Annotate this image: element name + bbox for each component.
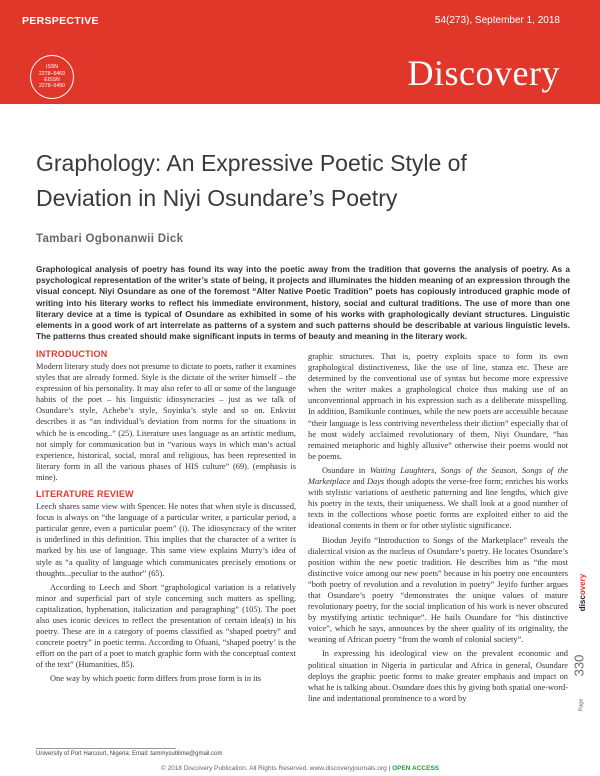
footnote-divider (36, 748, 176, 749)
side-journal-logo: discovery (578, 573, 588, 611)
left-column (36, 349, 296, 685)
article-title (36, 146, 536, 216)
eissn-number: 2278–5450 (39, 83, 65, 90)
issn-badge (30, 55, 74, 99)
title-line-1: Graphology: An Expressive Poetic Style of (36, 150, 467, 176)
author-name: Tambari Ogbonanwii Dick (36, 233, 184, 245)
eissn-label: EISSN (44, 77, 60, 83)
author-affiliation: University of Port Harcourt, Nigeria; Email: tammysublime@gmail.com (36, 751, 223, 757)
issn-label: ISSN (45, 64, 59, 71)
page-label: Page (577, 698, 584, 712)
body-paragraph-3: Biodun Jeyifo “Introduction to Songs of the Marketplace” reveals the dialectical vision as the nucleus of Osundare’s poetry. He locates Osundare’s position within the new poetic tradition. He describes him as “the most distinctive voice among our new poets” because in his poetry one encounters “both poetry of revolution and a revolution in poetry” Jeyifo further argues that Osundare’s poetry “demonstrates the unique values of mature revolutionary poetry, for the social implication of his work is never obscured by mystifying artistic technique”. He hails Osundare for “his distinctive voice”, which he says, announces by the sheer quality of its originality, the weaning of African poetry “from the womb of colonial society”. (308, 535, 568, 645)
body-paragraph-2: Osundare in Waiting Laughters, Songs of the Season, Songs of the Marketplace and Days though adopts the verse-free form; enriches his works with stylistic variations of aesthetic patterning and line lengths, which give his poetry in the texts, their uniqueness. We shall look at a good number of texts in the collections whose poetic forms are exploited either to aid the ideational contents in them or for other stylistic significance. (308, 465, 569, 531)
page-number: 330 (571, 654, 587, 676)
title-line-2: Deviation in Niyi Osundare’s Poetry (36, 185, 398, 211)
body-paragraph-4: In expressing his ideological view on the prevalent economic and political situation in Nigeria in particular and Africa in general, Osundare deploys the graphic poetic forms to make greater emphasis and impact on what he is talking about. Osundare does this by giving both spatial one-word-line and indentational prominence to a word by (308, 649, 568, 703)
literature-review-paragraph-2: According to Leech and Short “graphological variation is a relatively minor and superficial part of style concerning such matters as spelling, capitalization, hyphenation, italicization and paragraphing” (105). The poet also uses iconic devices to reflect the presentation of certain idea(s) in his poetry. These are in a category of poems classified as “shaped poetry” and concrete poetry” in poetic terms. According to Ofuani, “shaped poetry’ is the effort on the part of a poet to match graphic form with the conceptual context of the text” (Humanities, 85). (36, 582, 296, 670)
introduction-heading: INTRODUCTION (36, 349, 108, 359)
copyright-text: © 2018 Discovery Publication. All Rights Reserved. www.discoveryjournals.org (160, 765, 387, 772)
section-label: PERSPECTIVE (22, 15, 99, 27)
body-paragraph-1: graphic structures. That is, poetry exploits space to form its own graphological distinctiveness, like the use of line, stanza etc. These are determined by the conventional use of syntax but become more expressive when the writer makes a graphological choice thus making use of an unconventional approach in his expression such as a deliberate misspelling. In addition, Bamikunle continues, while the new poets are accessible because “their language is less contriving nevertheless their diction” especially that of he most widely acclaimed revolutionary of them, Niyi Osundare, “has remained metaphoric and highly allusive” otherwise their poems would not be poems. (308, 352, 568, 461)
introduction-paragraph: Modern literary study does not presume to dictate to poets, rather it examines styles that are already formed. Style is the dictate of the writer himself – the expression of his personality. It may also refer to all or some of the language habits of the poet – his linguistic idiosyncracies – just as we talk of Osundare’s style, Achebe’s style, Soyinka’s style and so on. Enkvist describes it as “an individual’s deviation from norms for the situations in which he is encoding..” (25). Literature uses language as an artistic medium, not simply for communication but in “various ways in which man’s actual experience, historical, social, moral and religious, has been represented in literary form in all the various phases of HIS culture” (69). (emphasis is mine). (36, 362, 296, 482)
literature-review-paragraph-3: One way by which poetic form differs from prose form is in its (50, 674, 262, 684)
open-access-label: OPEN ACCESS (392, 765, 440, 772)
journal-name: Discovery (407, 53, 560, 93)
literature-review-paragraph-1: Leech shares same view with Spencer. He notes that when style is discussed, focus is always on “the language of a particular writer, a particular period, a particular genre, even a particular poem” (i). The idiosyncracy of the writer is underlined in this definition. This implies that the character of a writer is marked by his use of language. This same view explains Murry’s idea of style as “a quality of language which communicates precisely emotions or thoughts...peculiar to the author” (65). (36, 502, 296, 578)
issue-info: 54(273), September 1, 2018 (434, 15, 560, 26)
literature-review-heading: LITERATURE REVIEW (36, 489, 134, 500)
journal-header-banner (0, 0, 600, 104)
right-column (308, 351, 568, 704)
works-list: Waiting Laughters, Songs of the Season, Songs of the Marketplace (308, 465, 568, 487)
abstract: Graphological analysis of poetry has found its way into the poetic away from the tradition that governs the analysis of poetry. As a psychological representation of the writer’s state of being, it projects and illuminates the hidden meaning of an expression through the visual concept. Niyi Osundare as one of the foremost “Alter Native Poetic Tradition” poets has copiously introduced graphic mode of writing into his literary works to reflect his immediate environment, history, social and cultural traditions. The use of more than one literary device at a time is typical of Osundare as exhibited in some of his works with graphologically deviant structures. Linguistic elements in a good work of art interrelate as patterns of a system and such patterns should be describable at various linguistic levels. The patterns thus created should make significant inputs in terms of beauty and meaning in the literary work. (36, 264, 570, 342)
work-days: Days (366, 477, 385, 487)
copyright-line: © 2018 Discovery Publication. All Rights Reserved. www.discoveryjournals.org | OPEN ACCESS (160, 765, 440, 772)
issn-number: 2278–5469 (39, 70, 65, 77)
